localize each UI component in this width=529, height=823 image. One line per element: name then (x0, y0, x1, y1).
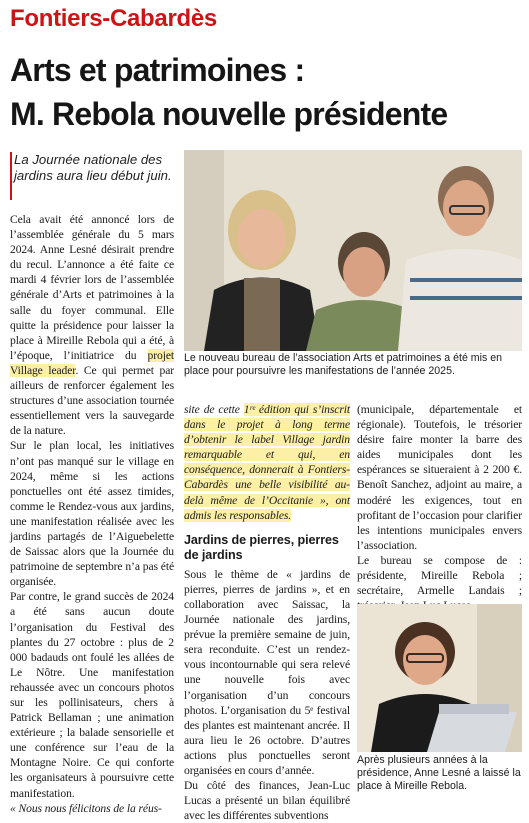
headline-line-1: Arts et patrimoines : (10, 52, 305, 88)
article-column-3 (357, 402, 522, 613)
highlighted-text: projet Village leader (10, 348, 174, 377)
paragraph: Le bureau se compose de : présidente, Mireille Rebola ; secrétaire, Armelle Landais ; (357, 553, 522, 598)
paragraph (184, 402, 350, 523)
article-headline (10, 48, 525, 136)
photo-caption: Le nouveau bureau de l’association Arts et patrimoines a été mis en place pour poursuivre les manifestations de l’année 2025. (184, 352, 503, 378)
portrait-photo-illustration (357, 604, 522, 752)
group-photo-illustration (184, 150, 522, 351)
article-column-1 (10, 212, 174, 816)
section-kicker: Fontiers-Cabardès (10, 5, 217, 32)
paragraph: Par contre, le grand succès de 2024 a été sans aucun doute l’organisation du Festival des plantes du 27 octobre : plus de 2 000 badauds ont foulé les allées de Le Nôtre. Une manifestation rehaussée avec un concours photos sur les pollinisateurs, chers à Patrick Bellaman ; une animation extérieure ; la balade sensorielle et une conférence sur l’eau de la Montagne Noire. Ce qui conforte les organisateurs à poursuivre cette manifestation. (10, 590, 174, 800)
paragraph: « Nous nous félicitons de la réus- (10, 801, 162, 815)
paragraph-text: Cela avait été annoncé lors de l’assemblée générale du 5 mars 2024. Anne Lesné désirait prendre du recul. L’annonce a été faite ce mardi 4 février lors de l’assemblée générale d’Arts et patrimoines à la salle du foyer communal. Elle quitte la présidence pour laisser la place à Mireille Rebola qui a été, à l’époque, l’initiatrice du (10, 213, 174, 362)
paragraph: (municipale, départementale et régionale). Toutefois, le trésorier désire faire monter la barre des aides municipales dont les espérances se situeraient à 2 200 €. Benoît Sanchez, adjoint au maire, a modéré les exigences, tout en profitant de l’occasion pour clarifier les intentions municipales envers l’association. (357, 403, 522, 552)
paragraph: Sur le plan local, les initiatives n’ont pas manqué sur le village en 2024, même si les actions ponctuelles ont été assez timides, comme le Rendez-vous aux jardins, une manifestation réalisée avec les jardins partagés de l’Aiguebelette de Saissac alors que la Journée du patrimoine de septembre n’a pas été organisée. (10, 439, 174, 589)
paragraph (10, 212, 174, 438)
article-lede: La Journée nationale des jardins aura lieu début juin. (14, 152, 172, 183)
paragraph-text: . Ce qui permet par ailleurs de renforcer également les structures d’une association tournée essentiellement vers la sauvegarde de la nature. (10, 363, 175, 438)
photo-caption: Après plusieurs années à la présidence, Anne Lesné a laissé la place à Mireille Rebola. (357, 754, 521, 792)
headline-line-2: M. Rebola nouvelle présidente (10, 96, 448, 132)
lede-rule (10, 152, 12, 200)
article-column-2 (184, 402, 350, 823)
highlighted-text: 1ʳᵉ édition qui s’inscrit dans le projet à long terme d’obtenir le label Village jardin remarquable et qui, en conséquence, donnerait à Fontiers-Cabardès une belle visibilité au-delà même de l’Occitanie », ont admis les responsables. (184, 403, 350, 522)
portrait-photo (357, 604, 522, 752)
paragraph: Sous le thème de « jardins de pierres, pierres de jardins », et en collaboration avec Saissac, la Journée nationale des jardins, prévue la première semaine de juin, sera reconduite. C’est un rendez-vous incontournable qui sera relevé une nouvelle fois avec l’organisation d’un concours photos. L’organisation du 5ᵉ festival des plantes est maintenant ancrée. Il aura lieu le 26 octobre. D’autres actions plus ponctuelles seront organisées en cours d’année. (184, 567, 350, 777)
subheading: Jardins de pierres, pierres de jardins (184, 532, 339, 562)
paragraph-text: site de cette (184, 403, 244, 416)
group-photo (184, 150, 522, 351)
paragraph: Du côté des finances, Jean-Luc Lucas a présenté un bilan équilibré avec les différentes subventions (184, 779, 350, 823)
